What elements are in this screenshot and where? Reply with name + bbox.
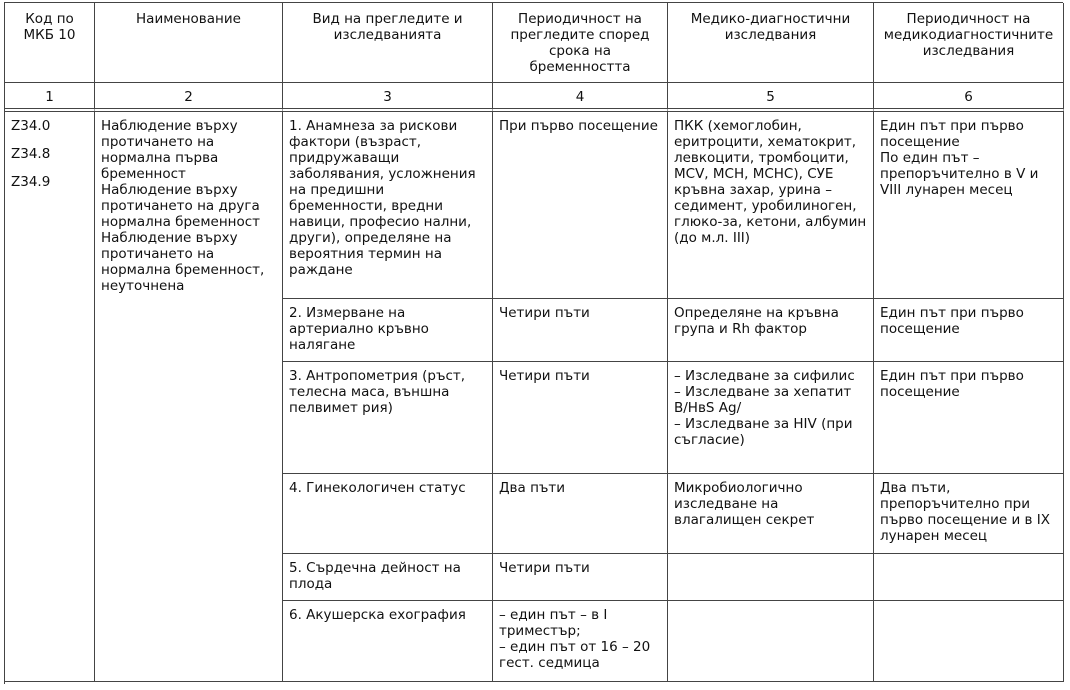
column-number: 1 bbox=[5, 83, 95, 112]
exam-type-cell: 6. Акушерска ехография bbox=[283, 601, 493, 682]
header-exam-type: Вид на прегледите и изследванията bbox=[283, 3, 493, 83]
exam-period-cell: – един път – в I триместър; – един път от 16 – 20 гест. седмица bbox=[493, 601, 668, 682]
column-number: 4 bbox=[493, 83, 668, 112]
diagnostics-cell: Определяне на кръвна група и Rh фактор bbox=[668, 299, 874, 362]
column-number: 2 bbox=[95, 83, 283, 112]
header-name: Наименование bbox=[95, 3, 283, 83]
header-diagnostics: Медико-диагностични изследвания bbox=[668, 3, 874, 83]
icd-code: Z34.8 bbox=[11, 146, 51, 162]
header-exam-period: Периодичност на прегледите според срока на бременността bbox=[493, 3, 668, 83]
diagnostics-period-cell: Един път при първо посещение bbox=[874, 362, 1064, 474]
exam-type-cell: 5. Сърдечна дейност на плода bbox=[283, 554, 493, 601]
diagnostics-period-cell bbox=[874, 554, 1064, 601]
examination-table bbox=[4, 2, 1063, 684]
exam-period-cell: Четири пъти bbox=[493, 554, 668, 601]
column-number: 5 bbox=[668, 83, 874, 112]
diagnosis-name-cell: Наблюдение върху протичането на нормална първа бременност Наблюдение върху протичането на друга нормална бременност Наблюдение върху протичането на нормална бременност, неуточнена bbox=[95, 112, 283, 682]
exam-type-cell: 2. Измерване на артериално кръвно налягане bbox=[283, 299, 493, 362]
diagnostics-period-cell bbox=[874, 601, 1064, 682]
column-number: 3 bbox=[283, 83, 493, 112]
exam-period-cell: Четири пъти bbox=[493, 362, 668, 474]
exam-type-cell: 1. Анамнеза за рискови фактори (възраст, придружаващи заболявания, усложнения на предишни бременности, вредни навици, професио нални, други), определяне на вероятния термин на раждане bbox=[283, 112, 493, 299]
diagnostics-period-cell: Един път при първо посещение По един път – препоръчително в V и VIII лунарен месец bbox=[874, 112, 1064, 299]
header-diagnostics-period: Периодичност на медикодиагностичните изследвания bbox=[874, 3, 1064, 83]
diagnostics-period-cell: Един път при първо посещение bbox=[874, 299, 1064, 362]
diagnostics-cell: ПКК (хемоглобин, еритроцити, хематокрит, левкоцити, тромбоцити, MCV, MCH, MCHC), СУЕ кръвна захар, урина – седимент, уробилиноген, глюко-за, кетони, албумин (до м.л. III) bbox=[668, 112, 874, 299]
diagnostics-cell bbox=[668, 554, 874, 601]
icd-code: Z34.0 bbox=[11, 118, 51, 134]
column-number: 6 bbox=[874, 83, 1064, 112]
exam-period-cell: Четири пъти bbox=[493, 299, 668, 362]
exam-type-cell: 4. Гинекологичен статус bbox=[283, 474, 493, 554]
icd-code: Z34.9 bbox=[11, 174, 51, 190]
header-code: Код по МКБ 10 bbox=[5, 3, 95, 83]
icd-code-cell bbox=[5, 112, 95, 682]
diagnostics-period-cell: Два пъти, препоръчително при първо посещение и в IX лунарен месец bbox=[874, 474, 1064, 554]
diagnostics-cell: Микробиологично изследване на влагалищен секрет bbox=[668, 474, 874, 554]
exam-type-cell: 3. Антропометрия (ръст, телесна маса, външна пелвимет рия) bbox=[283, 362, 493, 474]
diagnostics-cell bbox=[668, 601, 874, 682]
exam-period-cell: Два пъти bbox=[493, 474, 668, 554]
exam-period-cell: При първо посещение bbox=[493, 112, 668, 299]
diagnostics-cell: – Изследване за сифилис – Изследване за хепатит B/HвS Ag/ – Изследване за HIV (при съгласие) bbox=[668, 362, 874, 474]
